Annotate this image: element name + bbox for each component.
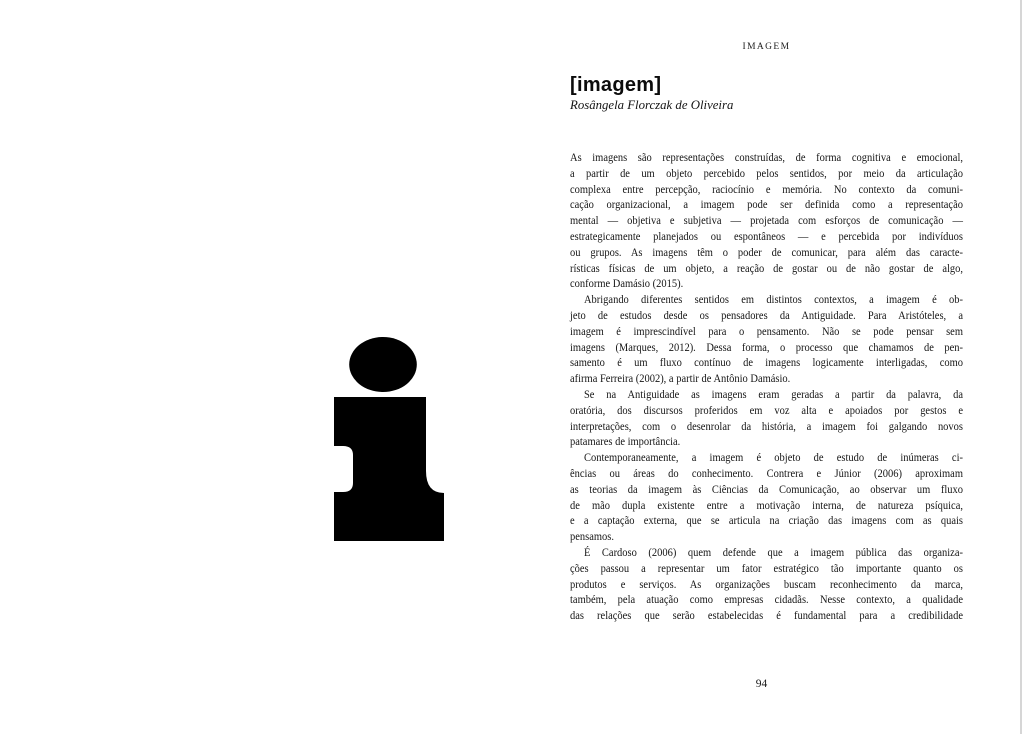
body-line: imagens (Marques, 2012). Dessa forma, o processo que chamamos de pen- xyxy=(570,339,963,354)
body-line: oratória, dos discursos proferidos em voz alta e apoiados por gestos e xyxy=(570,402,963,417)
body-line: conforme Damásio (2015). xyxy=(570,276,684,291)
running-head: IMAGEM xyxy=(742,42,791,52)
body-line: cação organizacional, a imagem pode ser definida como a representação xyxy=(570,197,963,212)
entry-title: [imagem] xyxy=(570,74,662,96)
body-line: interpretações, com o desenrolar da história, a imagem foi galgando novos xyxy=(570,418,963,433)
body-line: É Cardoso (2006) quem defende que a imagem pública das organiza- xyxy=(583,544,963,559)
entry-author: Rosângela Florczak de Oliveira xyxy=(570,98,734,112)
body-text xyxy=(570,150,963,624)
body-line: produtos e serviços. As organizações buscam reconhecimento da marca, xyxy=(570,576,963,591)
letter-i-stem xyxy=(334,397,444,541)
body-line: Contemporaneamente, a imagem é objeto de estudo de inúmeras ci- xyxy=(583,450,963,465)
body-line: e a captação externa, que se articula na criação das imagens com as quais xyxy=(570,513,963,528)
body-line: complexa entre percepção, raciocínio e memória. No contexto da comuni- xyxy=(570,181,963,196)
body-line: das relações que serão estabelecidas é fundamental para a credibilidade xyxy=(570,608,963,623)
body-line: rísticas físicas de um objeto, a reação de gostar ou de não gostar de algo, xyxy=(570,260,963,275)
body-line: jeto de estudos desde os pensadores da Antiguidade. Para Aristóteles, a xyxy=(570,307,963,322)
letter-i-figure xyxy=(330,333,450,545)
page-number: 94 xyxy=(755,678,768,690)
body-line: a partir de um objeto percebido pelos sentidos, por meio da articulação xyxy=(570,165,963,180)
body-line: Abrigando diferentes sentidos em distintos contextos, a imagem é ob- xyxy=(583,292,963,307)
body-line: patamares de importância. xyxy=(570,434,681,449)
body-line: afirma Ferreira (2002), a partir de Antônio Damásio. xyxy=(570,371,791,386)
body-line: As imagens são representações construídas, de forma cognitiva e emocional, xyxy=(570,150,963,164)
body-line: de mão dupla existente entre a motivação interna, de natureza psíquica, xyxy=(570,497,963,512)
body-line: ções passou a representar um fator estratégico tão importante quanto os xyxy=(570,560,963,575)
body-line: estrategicamente planejados ou espontâneos — e percebida por indivíduos xyxy=(570,228,963,243)
body-line: Se na Antiguidade as imagens eram geradas a partir da palavra, da xyxy=(583,386,963,401)
body-line: samento é um fluxo contínuo de imagens logicamente interligadas, como xyxy=(570,355,963,370)
body-line: mental — objetiva e subjetiva — projetada com esforços de comunicação — xyxy=(570,213,963,228)
body-line: pensamos. xyxy=(570,529,614,544)
page-edge-line xyxy=(1020,0,1022,734)
body-line: imagem é imprescindível para o pensamento. Não se pode pensar sem xyxy=(570,323,963,338)
letter-i-dot xyxy=(349,337,417,392)
body-line: ências ou áreas do conhecimento. Contrera e Júnior (2006) aproximam xyxy=(570,465,963,480)
body-line: também, pela atuação como empresas cidadãs. Nesse contexto, a qualidade xyxy=(570,592,963,607)
body-line: ou grupos. As imagens têm o poder de comunicar, para além das caracte- xyxy=(570,244,963,259)
body-line: as teorias da imagem às Ciências da Comunicação, ao observar um fluxo xyxy=(570,481,963,496)
